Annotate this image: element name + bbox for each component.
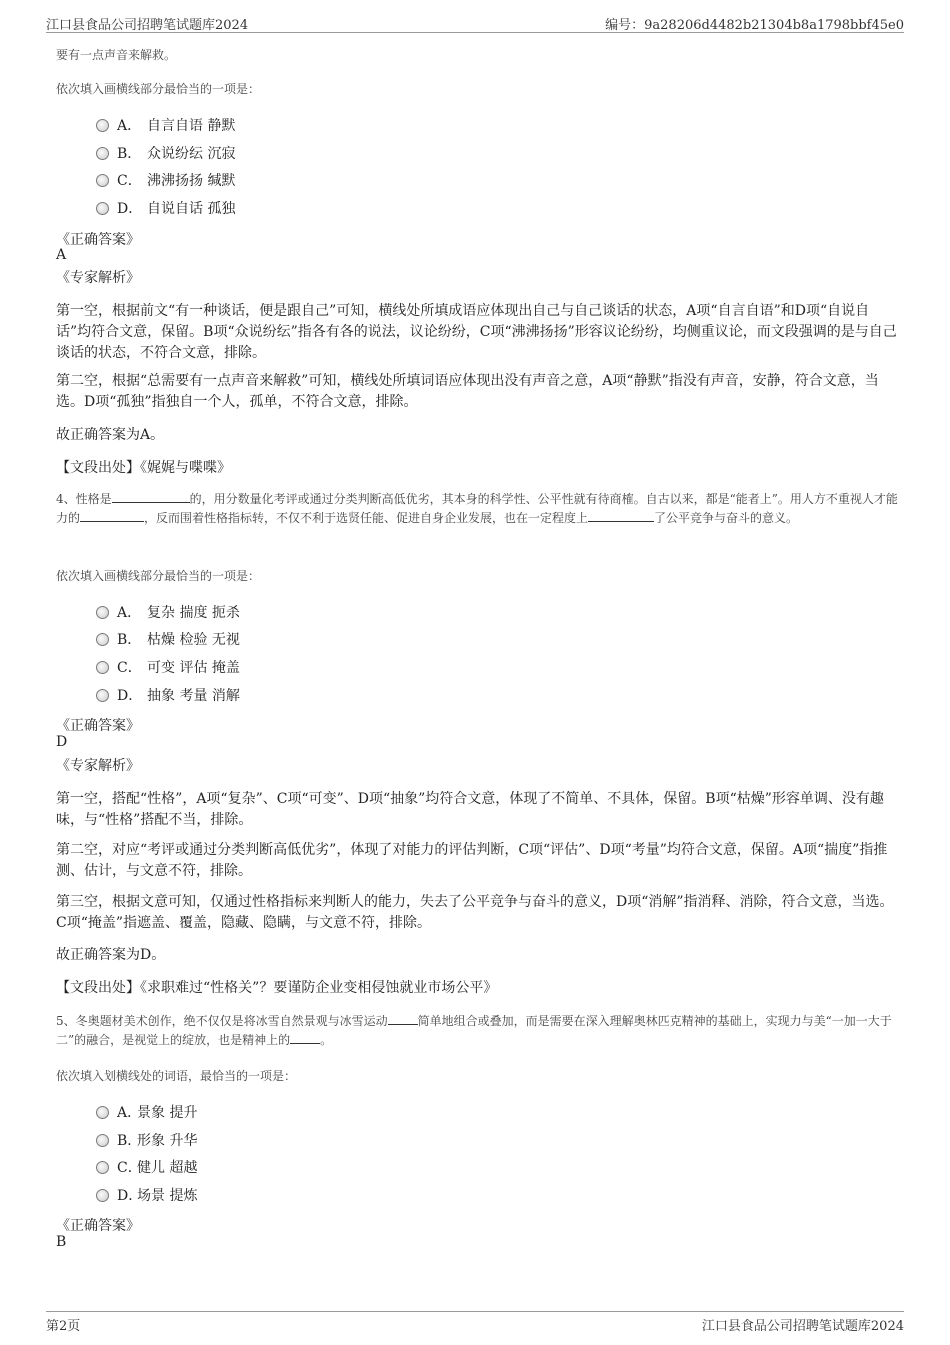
q5-option-a[interactable]: [96, 1102, 197, 1122]
q4-option-a[interactable]: [96, 602, 240, 622]
q4-source: 【文段出处】《求职难过“性格关”？要谨防企业变相侵蚀就业市场公平》: [56, 980, 498, 996]
option-text: 复杂 揣度 扼杀: [147, 605, 240, 621]
q5-stem-part: 简单地组合或叠加，而是需要在深入理解奥林匹克精神的基础上，实现力与美“一加一大于二”的融合，是视觉上的绽放，也是精神上的: [56, 1014, 892, 1047]
option-key: B．: [117, 146, 142, 162]
q3-analysis-label: 《专家解析》: [56, 270, 140, 286]
option-text: 自说自话 孤独: [147, 201, 236, 217]
radio-icon[interactable]: [96, 202, 109, 215]
radio-icon[interactable]: [96, 147, 109, 160]
header-title: 江口县食品公司招聘笔试题库2024: [46, 18, 249, 33]
radio-icon[interactable]: [96, 1161, 109, 1174]
q4-answer-label: 《正确答案》: [56, 718, 140, 734]
q4-option-b[interactable]: [96, 629, 240, 649]
q4-stem-part: 了公平竞争与奋斗的意义。: [654, 511, 799, 525]
option-key: D．: [117, 688, 143, 704]
option-key: B．: [117, 632, 142, 648]
header-doc-id: 编号：9a28206d4482b21304b8a1798bbf45e0: [605, 18, 904, 33]
q5-stem-part: 5、冬奥题材美术创作，绝不仅仅是将冰雪自然景观与冰雪运动: [56, 1014, 388, 1028]
q4-analysis-paragraph-2: 第二空，对应“考评或通过分类判断高低优劣”，体现了对能力的评估判断，C项“评估”、D项“考量”均符合文意，保留。A项“揣度”指推测、估计，与文意不符，排除。: [56, 842, 888, 879]
q5-stem: [56, 1012, 900, 1050]
q4-analysis-paragraph-1: 第一空，搭配“性格”，A项“复杂”、C项“可变”、D项“抽象”均符合文意，体现了不简单、不具体，保留。B项“枯燥”形容单调、没有趣味，与“性格”搭配不当，排除。: [56, 791, 884, 828]
q4-blank-3: [588, 509, 654, 522]
radio-icon[interactable]: [96, 1189, 109, 1202]
option-text: 抽象 考量 消解: [147, 688, 240, 704]
q3-answer-label: 《正确答案》: [56, 232, 140, 248]
q3-option-a[interactable]: [96, 115, 235, 135]
page-number: 第2页: [46, 1319, 81, 1334]
q3-prompt: 依次填入画横线部分最恰当的一项是：: [56, 82, 261, 96]
radio-icon[interactable]: [96, 606, 109, 619]
q4-stem-part: ，反而围着性格指标转，不仅不利于选贤任能、促进自身企业发展，也在一定程度上: [144, 511, 589, 525]
option-text: 沸沸扬扬 缄默: [147, 173, 236, 189]
option-key: A．: [117, 118, 142, 134]
q3-analysis-paragraph-1: 第一空，根据前文“有一种谈话，便是跟自己”可知，横线处所填成语应体现出自己与自己谈话的状态，A项“自言自语”和D项“自说自话”均符合文意，保留。B项“众说纷纭”指各有各的说法，议论纷纷，C项“沸沸扬扬”形容议论纷纷，均侧重议论，而文段强调的是与自己谈话的状态，不符合文意，排除。: [56, 303, 897, 361]
q4-option-d[interactable]: [96, 685, 240, 705]
radio-icon[interactable]: [96, 119, 109, 132]
radio-icon[interactable]: [96, 633, 109, 646]
option-text: 枯燥 检验 无视: [147, 632, 240, 648]
option-key: A．: [117, 605, 142, 621]
q4-stem-part: 的，用分数量化考评或通过分类判断高低优劣，其本身的科学性、公平性就有待商榷。自古以来，都是“能者上”。用人方不重视人才能力的: [56, 492, 898, 525]
option-key: C．: [117, 1160, 142, 1176]
option-text: 自言自语 静默: [147, 118, 236, 134]
q4-prompt: 依次填入画横线部分最恰当的一项是：: [56, 569, 261, 583]
option-key: A．: [117, 1105, 142, 1121]
q4-analysis-paragraph-3: 第三空，根据文意可知，仅通过性格指标来判断人的能力，失去了公平竞争与奋斗的意义，D项“消解”指消释、消除，符合文意，当选。C项“掩盖”指遮盖、覆盖，隐藏、隐瞒，与文意不符，排除。: [56, 894, 894, 931]
q5-stem-part: 。: [320, 1033, 333, 1047]
radio-icon[interactable]: [96, 1134, 109, 1147]
q4-answer: D: [56, 734, 68, 750]
q5-option-b[interactable]: [96, 1130, 197, 1150]
q5-option-d[interactable]: [96, 1185, 197, 1205]
q5-blank-2: [290, 1031, 320, 1044]
option-key: B．: [117, 1133, 142, 1149]
q4-blank-2: [80, 509, 144, 522]
q3-option-c[interactable]: [96, 170, 235, 190]
radio-icon[interactable]: [96, 1106, 109, 1119]
radio-icon[interactable]: [96, 174, 109, 187]
q3-option-b[interactable]: [96, 143, 235, 163]
q5-blank-1: [388, 1012, 418, 1025]
q3-stem-tail: 要有一点声音来解救。: [56, 48, 177, 62]
page-header: [46, 12, 904, 33]
q3-source: 【文段出处】《娓娓与喋喋》: [56, 460, 231, 476]
footer-title: 江口县食品公司招聘笔试题库2024: [701, 1319, 904, 1334]
option-text: 众说纷纭 沉寂: [147, 146, 236, 162]
option-text: 景象 提升: [137, 1105, 198, 1121]
option-text: 可变 评估 掩盖: [147, 660, 240, 676]
q4-analysis-conclusion: 故正确答案为D。: [56, 947, 166, 963]
q5-answer-label: 《正确答案》: [56, 1218, 140, 1234]
radio-icon[interactable]: [96, 661, 109, 674]
option-text: 场景 提炼: [137, 1188, 198, 1204]
radio-icon[interactable]: [96, 689, 109, 702]
q4-analysis-label: 《专家解析》: [56, 758, 140, 774]
q5-answer: B: [56, 1234, 67, 1250]
option-text: 健儿 超越: [137, 1160, 198, 1176]
page-footer: [46, 1311, 904, 1334]
option-text: 形象 升华: [137, 1133, 198, 1149]
q3-analysis-paragraph-2: 第二空，根据“总需要有一点声音来解救”可知，横线处所填词语应体现出没有声音之意，A项“静默”指没有声音，安静，符合文意，当选。D项“孤独”指独自一个人，孤单，不符合文意，排除。: [56, 373, 879, 410]
q4-stem-part: 4、性格是: [56, 492, 112, 506]
option-key: D．: [117, 201, 143, 217]
q5-prompt: 依次填入划横线处的词语，最恰当的一项是：: [56, 1069, 297, 1083]
q3-option-d[interactable]: [96, 198, 235, 218]
q3-analysis-conclusion: 故正确答案为A。: [56, 427, 165, 443]
q5-option-c[interactable]: [96, 1157, 197, 1177]
q4-blank-1: [112, 490, 190, 503]
q4-stem: [56, 490, 900, 528]
option-key: D．: [117, 1188, 143, 1204]
q4-option-c[interactable]: [96, 657, 240, 677]
option-key: C．: [117, 173, 142, 189]
option-key: C．: [117, 660, 142, 676]
q3-answer: A: [56, 247, 67, 263]
